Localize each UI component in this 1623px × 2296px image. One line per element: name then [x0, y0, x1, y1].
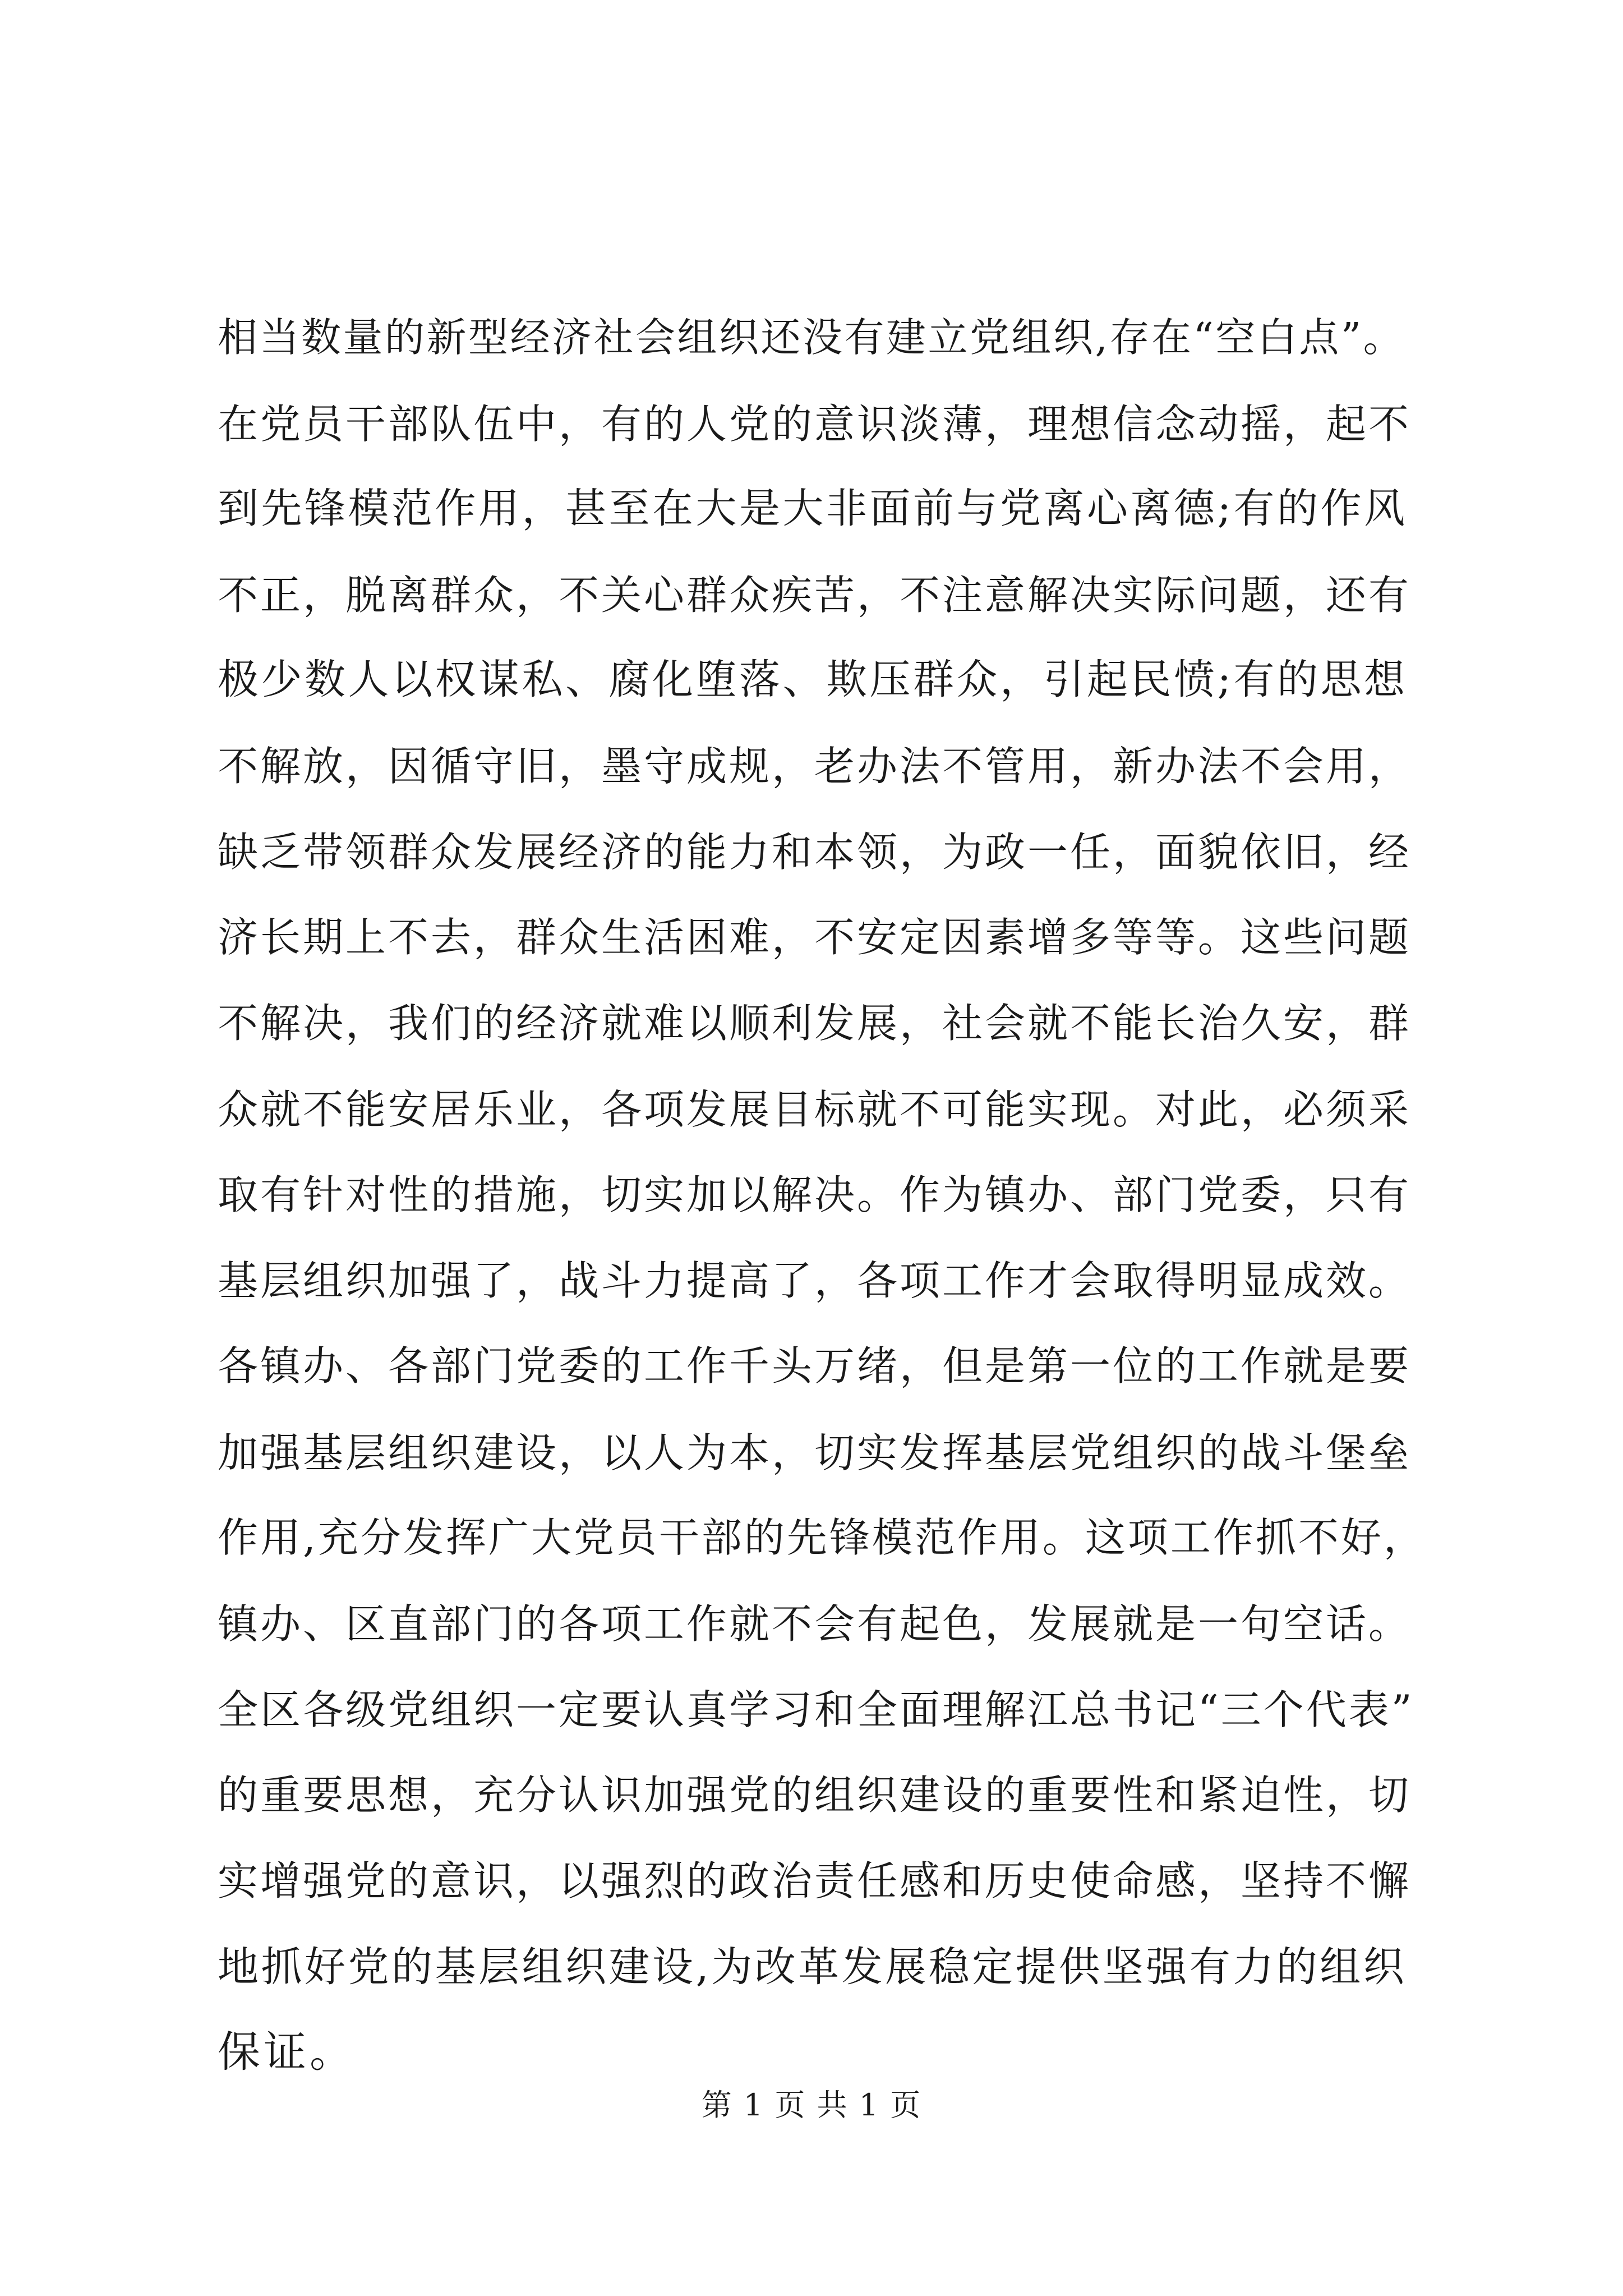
- text-line: 的重要思想，充分认识加强党的组织建设的重要性和紧迫性，切: [218, 1772, 1412, 1819]
- page-number-footer: 第 1 页 共 1 页: [701, 2087, 922, 2123]
- text-line: 镇办、区直部门的各项工作就不会有起色，发展就是一句空话。: [218, 1600, 1412, 1648]
- text-line: 加强基层组织建设，以人为本，切实发挥基层党组织的战斗堡垒: [218, 1429, 1412, 1476]
- text-line: 基层组织加强了，战斗力提高了，各项工作才会取得明显成效。: [218, 1257, 1412, 1304]
- text-line: 济长期上不去，群众生活困难，不安定因素增多等等。这些问题: [218, 914, 1412, 961]
- text-line: 不正，脱离群众，不关心群众疾苦，不注意解决实际问题，还有: [218, 572, 1412, 619]
- text-line: 不解决，我们的经济就难以顺利发展，社会就不能长治久安，群: [218, 1000, 1412, 1047]
- text-line: 缺乏带领群众发展经济的能力和本领，为政一任，面貌依旧，经: [218, 829, 1412, 876]
- text-line: 作用,充分发挥广大党员干部的先锋模范作用。这项工作抓不好，: [218, 1514, 1426, 1561]
- text-line: 相当数量的新型经济社会组织还没有建立党组织,存在“空白点”。: [218, 314, 1405, 361]
- text-line: 各镇办、各部门党委的工作千头万绪，但是第一位的工作就是要: [218, 1342, 1412, 1389]
- text-line: 实增强党的意识，以强烈的政治责任感和历史使命感，坚持不懈: [218, 1857, 1412, 1904]
- text-line: 不解放，因循守旧，墨守成规，老办法不管用，新办法不会用，: [218, 743, 1412, 790]
- text-line: 到先锋模范作用，甚至在大是大非面前与党离心离德;有的作风: [218, 485, 1408, 532]
- text-line: 地抓好党的基层组织建设,为改革发展稳定提供坚强有力的组织: [218, 1943, 1407, 1991]
- text-line: 在党员干部队伍中，有的人党的意识淡薄，理想信念动摇，起不: [218, 401, 1412, 448]
- text-line: 极少数人以权谋私、腐化堕落、欺压群众，引起民愤;有的思想: [218, 656, 1408, 703]
- text-line: 取有针对性的措施，切实加以解决。作为镇办、部门党委，只有: [218, 1171, 1412, 1218]
- text-line: 众就不能安居乐业，各项发展目标就不可能实现。对此，必须采: [218, 1086, 1412, 1133]
- text-line: 保证。: [218, 2027, 356, 2077]
- text-line: 全区各级党组织一定要认真学习和全面理解江总书记“三个代表”: [218, 1686, 1414, 1733]
